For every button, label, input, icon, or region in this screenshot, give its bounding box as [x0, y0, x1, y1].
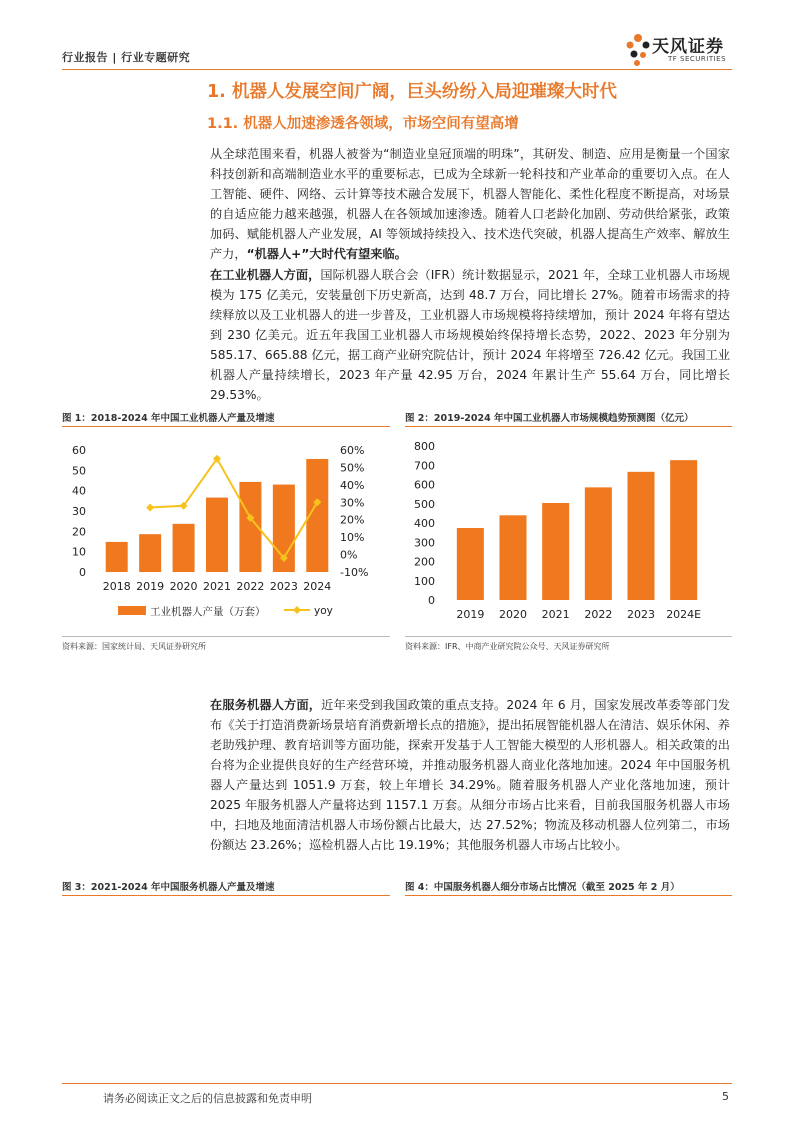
y-tick-50: 50: [72, 464, 86, 478]
legend-swatch-bar: [118, 606, 146, 615]
y-tick-10: 10: [72, 545, 86, 559]
y2-tick-10%: 10%: [340, 531, 365, 545]
footer-disclaimer: 请务必阅读正文之后的信息披露和免责申明: [103, 1092, 312, 1105]
y-tick-30: 30: [72, 505, 86, 518]
subsection-heading: 1.1. 机器人加速渗透各领域，市场空间有望高增: [207, 116, 519, 132]
legend-label-yoy: yoy: [314, 605, 333, 617]
y-tick-500: 500: [414, 497, 435, 511]
paragraph-intro-text: 从全球范围来看，机器人被誉为“制造业皇冠顶端的明珠”，其研发、制造、应用是衡量一个国家科技创新和高端制造业水平的重要标志，已成为全球新一轮科技和产业革命的重要切入点。在人工智能、硬件、网络、云计算等技术融合发展下，机器人智能化、柔性化程度不断提高，对场景的自适应能力越来越强，机器人在各领域加速渗透。随着人口老龄化加剧、劳动供给紧张，政策加码、赋能机器人产业发展，AI 等领域持续投入、技术迭代突破，机器人提高生产效率、解放生产力，: [210, 147, 730, 261]
header-divider: [62, 69, 732, 70]
x-tick-2018: 2018: [102, 580, 131, 593]
x-tick-2020: 2020: [169, 580, 198, 593]
y-tick-200: 200: [414, 555, 435, 569]
company-logo: [624, 30, 736, 70]
bar-2020: [173, 524, 195, 572]
x-tick-2019: 2019: [136, 580, 165, 593]
figure-1-title-rule: [62, 426, 390, 427]
bar-2024E: [670, 460, 697, 600]
figure-1-source-rule: [62, 636, 390, 637]
chart-industrial-output: [62, 430, 392, 630]
bar-2022: [585, 487, 612, 600]
y-tick-20: 20: [72, 525, 86, 539]
y2-tick-50%: 50%: [340, 461, 365, 475]
y-tick-100: 100: [414, 574, 435, 588]
y2-tick-0%: 0%: [340, 548, 358, 562]
y2-tick-40%: 40%: [340, 478, 365, 492]
paragraph-service: [210, 695, 730, 855]
x-tick-2021: 2021: [203, 580, 231, 593]
y-tick-700: 700: [414, 459, 435, 473]
figure-2-title-rule: [405, 426, 732, 427]
x-tick-2023: 2023: [627, 608, 655, 621]
figure-3-title-rule: [62, 895, 390, 896]
paragraph-intro-emphasis: “机器人+”大时代有望来临。: [246, 247, 407, 261]
bar-2019: [457, 528, 484, 600]
figure-1-title: 图 1：2018-2024 年中国工业机器人产量及增速: [62, 413, 275, 424]
bar-2019: [139, 534, 161, 572]
paragraph-industrial-lead: 在工业机器人方面，: [210, 268, 321, 282]
y2-tick-30%: 30%: [340, 496, 365, 510]
figure-2-title: 图 2：2019-2024 年中国工业机器人市场规模趋势预测图（亿元）: [405, 413, 694, 424]
logo-mark-icon: [624, 32, 652, 68]
bar-2021: [542, 503, 569, 600]
yoy-point-2019: [146, 504, 154, 512]
bar-2020: [500, 515, 527, 600]
figure-4-title-rule: [405, 895, 732, 896]
paragraph-industrial-text: 国际机器人联合会（IFR）统计数据显示，2021 年，全球工业机器人市场规模为 175 亿美元，安装量创下历史新高，达到 48.7 万台，同比增长 27%。随着市场需求的持续释放以及工业机器人的进一步普及，工业机器人市场规模将持续增加，预计 2024 年将有望达到 230 亿美元。近五年我国工业机器人市场规模始终保持增长态势，2022、2023 年分别为 585.17、665.88 亿元，据工商产业研究院估计，预计 2024 年将增至 726.42 亿元。我国工业机器人产量持续增长，2023 年产量 42.95 万台，2024 年累计生产 55.64 万台，同比增长 29.53%。: [210, 268, 730, 402]
paragraph-service-lead: 在服务机器人方面，: [210, 698, 322, 712]
report-category: 行业报告 | 行业专题研究: [62, 51, 191, 64]
bar-2021: [206, 498, 228, 572]
legend-swatch-marker: [293, 606, 301, 614]
chart-industrial-market-size: [405, 430, 732, 630]
section-heading: 1. 机器人发展空间广阔，巨头纷纷入局迎璀璨大时代: [207, 82, 617, 102]
page-number: 5: [722, 1090, 729, 1103]
paragraph-intro: [210, 144, 730, 264]
logo-text-cn: 天风证券: [652, 37, 724, 57]
x-tick-2019: 2019: [456, 608, 485, 621]
y-tick-0: 0: [428, 594, 435, 607]
x-tick-2022: 2022: [584, 608, 613, 621]
figure-2-source-rule: [405, 636, 732, 637]
x-tick-2024E: 2024E: [666, 608, 702, 621]
figure-4-title: 图 4：中国服务机器人细分市场占比情况（截至 2025 年 2 月）: [405, 882, 680, 893]
y-tick-600: 600: [414, 478, 435, 492]
logo-text-en: TF SECURITIES: [668, 55, 727, 63]
y2-tick--10%: -10%: [340, 566, 369, 579]
figure-2-source: 资料来源：IFR、中商产业研究院公众号、天风证券研究所: [405, 642, 610, 651]
x-tick-2020: 2020: [499, 608, 527, 621]
x-tick-2022: 2022: [236, 580, 265, 593]
figure-3-title: 图 3：2021-2024 年中国服务机器人产量及增速: [62, 882, 275, 893]
y-tick-400: 400: [414, 517, 435, 530]
legend-label-output: 工业机器人产量（万套）: [150, 606, 266, 618]
y-tick-800: 800: [414, 440, 435, 453]
y2-tick-60%: 60%: [340, 444, 365, 457]
y-tick-40: 40: [72, 484, 86, 498]
footer-divider: [62, 1083, 732, 1084]
y-tick-0: 0: [79, 566, 86, 579]
bar-2018: [106, 542, 128, 572]
y2-tick-20%: 20%: [340, 513, 365, 527]
y-tick-300: 300: [414, 536, 435, 550]
bar-2023: [628, 472, 655, 600]
x-tick-2024: 2024: [303, 580, 332, 593]
paragraph-service-text: 近年来受到我国政策的重点支持。2024 年 6 月，国家发展改革委等部门发布《关于打造消费新场景培育消费新增长点的措施》，提出拓展智能机器人在清洁、娱乐休闲、养老助残护理、教育培训等方面功能，探索开发基于人工智能大模型的人形机器人。相关政策的出台将为企业提供良好的生产经营环境，并推动服务机器人商业化落地加速。2024 年中国服务机器人产量达到 1051.9 万套，较上年增长 34.29%。随着服务机器人产业化落地加速，预计 2025 年服务机器人产量将达到 1157.1 万套。从细分市场占比来看，目前我国服务机器人市场中，扫地及地面清洁机器人市场份额占比最大，达 27.52%；物流及移动机器人位列第二，市场份额达 23.26%；巡检机器人占比 19.19%；其他服务机器人市场占比较小。: [210, 698, 730, 852]
paragraph-industrial: [210, 265, 730, 405]
x-tick-2023: 2023: [269, 580, 298, 593]
x-tick-2021: 2021: [541, 608, 570, 621]
figure-1-source: 资料来源：国家统计局、天风证券研究所: [62, 642, 206, 651]
y-tick-60: 60: [72, 444, 86, 457]
